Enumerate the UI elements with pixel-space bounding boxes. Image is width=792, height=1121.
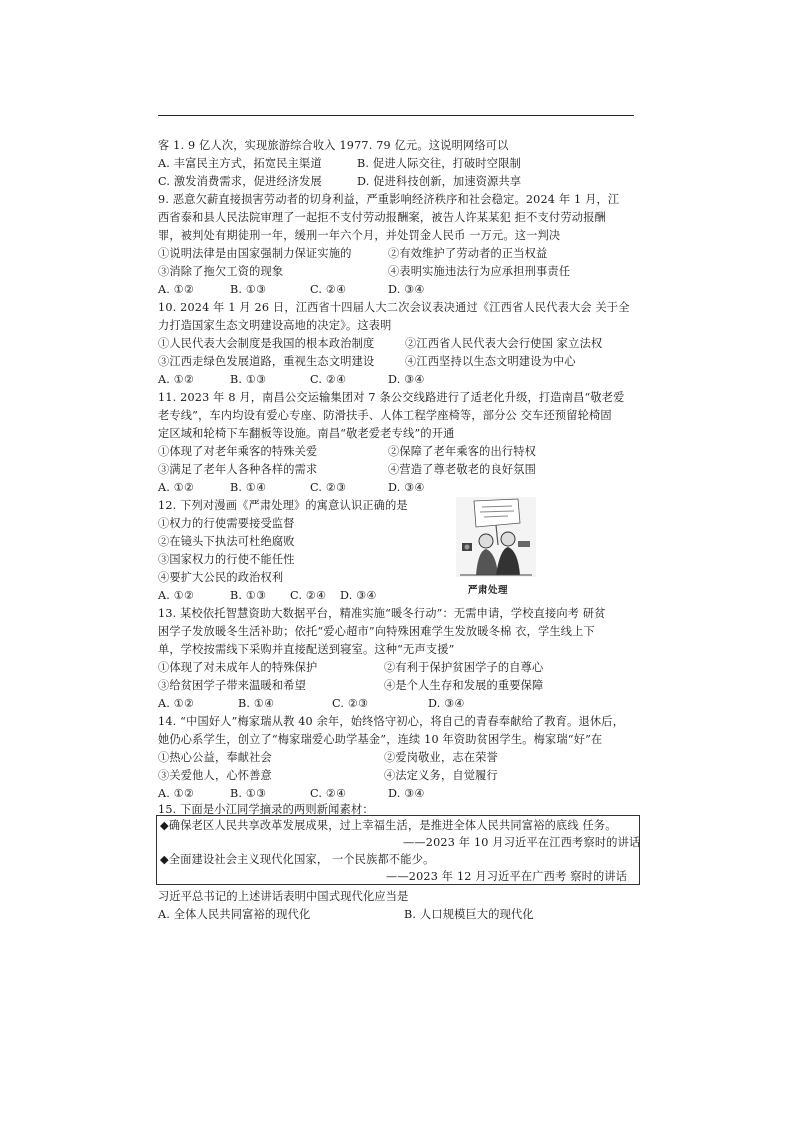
q9-stem-3: 罪，被判处有期徒刑一年，缓刑一年六个月，并处罚金人民币 一万元。这一判决 — [158, 229, 561, 242]
q12-statement-1: ①权力的行使需要接受监督 — [158, 517, 295, 530]
q11-option-a: A. ①② — [158, 481, 195, 494]
q15-stem: 15. 下面是小江同学摘录的两则新闻素材： — [158, 803, 374, 816]
q13-statement-1: ①体现了对未成年人的特殊保护 — [158, 661, 318, 674]
q14-option-b: B. ①③ — [230, 787, 267, 800]
q12-stem: 12. 下列对漫画《严肃处理》的寓意认识正确的是 — [158, 499, 408, 512]
microphone-icon — [518, 541, 530, 547]
q9-option-d: D. ③④ — [388, 283, 425, 296]
q10-stem-2: 力打造国家生态文明建设高地的决定》。这表明 — [158, 319, 392, 332]
q12-statement-3: ③国家权力的行使不能任性 — [158, 553, 295, 566]
q9-statement-3: ③消除了拖欠工资的现象 — [158, 265, 284, 278]
q12-option-d: D. ③④ — [340, 589, 377, 602]
q9-statement-4: ④表明实施违法行为应承担刑事责任 — [388, 265, 571, 278]
q8-option-d: D. 促进科技创新，加速资源共享 — [357, 175, 522, 188]
q9-option-b: B. ①③ — [230, 283, 267, 296]
q12-option-c: C. ②④ — [290, 589, 327, 602]
q9-statement-2: ②有效维护了劳动者的正当权益 — [388, 247, 548, 260]
q11-stem-3: 定区域和轮椅下车翻板等设施。南昌“敬老爱老专线”的开通 — [158, 427, 455, 440]
q8-option-a: A. 丰富民主方式，拓宽民主渠道 — [158, 157, 322, 170]
q12-statement-2: ②在镜头下执法可杜绝腐败 — [158, 535, 295, 548]
q11-option-b: B. ①④ — [230, 481, 267, 494]
q12-statement-4: ④要扩大公民的政治权利 — [158, 571, 284, 584]
q14-statement-3: ③关爱他人，心怀善意 — [158, 769, 272, 782]
q15-option-b: B. 人口规模巨大的现代化 — [404, 908, 534, 921]
q14-option-d: D. ③④ — [388, 787, 425, 800]
q9-option-c: C. ②④ — [310, 283, 347, 296]
news-quote-1: ◆确保老区人民共享改革发展成果，过上幸福生活，是推进全体人民共同富裕的底线 任务。 — [160, 819, 617, 832]
header-rule — [158, 115, 634, 116]
news-source-2: ——2023 年 12 月习近平在广西考 察时的讲话 — [386, 870, 628, 883]
q9-stem-1: 9. 恶意欠薪直接损害劳动者的切身利益，严重影响经济秩序和社会稳定。2024 年 1 月，江 — [158, 193, 620, 206]
q11-statement-2: ②保障了老年乘客的出行特权 — [388, 445, 537, 458]
q10-option-d: D. ③④ — [388, 373, 425, 386]
q10-stem-1: 10. 2024 年 1 月 26 日，江西省十四届人大二次会议表决通过《江西省人民代表大会 关于全 — [158, 301, 630, 314]
q11-stem-2: 老专线”，车内均设有爱心专座、防滑扶手、人体工程学座椅等，部分公 交车还预留轮椅固 — [158, 409, 612, 422]
q10-statement-3: ③江西走绿色发展道路，重视生态文明建设 — [158, 355, 375, 368]
q14-stem-2: 她仍心系学生，创立了“梅家瑞爱心助学基金”，连续 10 年资助贫困学生。梅家瑞“好”在 — [158, 733, 603, 746]
q12-option-b: B. ①③ — [230, 589, 267, 602]
q13-option-b: B. ①④ — [238, 697, 275, 710]
q14-statement-4: ④法定义务，自觉履行 — [384, 769, 498, 782]
q13-stem-1: 13. 某校依托智慧资助大数据平台，精准实施“暖冬行动”：无需申请，学校直接向考 研贫 — [158, 607, 606, 620]
q9-stem-2: 西省泰和县人民法院审理了一起拒不支付劳动报酬案，被告人许某某犯 拒不支付劳动报酬 — [158, 211, 606, 224]
comic-figure-head-left — [479, 534, 493, 548]
q8-stem: 客 1. 9 亿人次，实现旅游综合收入 1977. 79 亿元。这说明网络可以 — [158, 139, 509, 152]
q14-statement-1: ①热心公益，奉献社会 — [158, 751, 272, 764]
q13-statement-4: ④是个人生存和发展的重要保障 — [384, 679, 544, 692]
q9-statement-1: ①说明法律是由国家强制力保证实施的 — [158, 247, 352, 260]
q13-statement-2: ②有利于保护贫困学子的自尊心 — [384, 661, 544, 674]
q14-statement-2: ②爱岗敬业，志在荣誉 — [384, 751, 498, 764]
q11-option-c: C. ②③ — [310, 481, 347, 494]
q10-option-b: B. ①③ — [230, 373, 267, 386]
q14-stem-1: 14. “中国好人”梅家瑞从教 40 余年，始终恪守初心，将自己的青春奉献给了教育。退休后， — [158, 715, 625, 728]
comic-sign — [474, 499, 520, 527]
q13-option-c: C. ②③ — [332, 697, 369, 710]
q11-statement-3: ③满足了老年人各种各样的需求 — [158, 463, 318, 476]
q10-option-a: A. ①② — [158, 373, 195, 386]
comic-illustration — [456, 497, 536, 577]
q9-option-a: A. ①② — [158, 283, 195, 296]
q11-option-d: D. ③④ — [388, 481, 425, 494]
comic-figure-head-right — [501, 532, 515, 546]
q13-stem-3: 单，学校按需线下采购并直接配送到寝室。这种“无声支援” — [158, 643, 455, 656]
q15-question: 习近平总书记的上述讲话表明中国式现代化应当是 — [158, 890, 409, 903]
q11-statement-1: ①体现了对老年乘客的特殊关爱 — [158, 445, 318, 458]
q8-option-b: B. 促进人际交往，打破时空限制 — [357, 157, 521, 170]
q11-statement-4: ④营造了尊老敬老的良好氛围 — [388, 463, 537, 476]
q13-option-d: D. ③④ — [428, 697, 465, 710]
q15-option-a: A. 全体人民共同富裕的现代化 — [158, 908, 311, 921]
q13-stem-2: 困学子发放暖冬生活补助；依托“爱心超市”向特殊困难学生发放暖冬棉 衣，学生线上下 — [158, 625, 595, 638]
q8-option-c: C. 激发消费需求，促进经济发展 — [158, 175, 322, 188]
q10-statement-4: ④江西坚持以生态文明建设为中心 — [405, 355, 576, 368]
q10-option-c: C. ②④ — [310, 373, 347, 386]
q10-statement-1: ①人民代表大会制度是我国的根本政治制度 — [158, 337, 375, 350]
q14-option-a: A. ①② — [158, 787, 195, 800]
q10-statement-2: ②江西省人民代表大会行使国 家立法权 — [405, 337, 603, 350]
q13-option-a: A. ①② — [158, 697, 195, 710]
news-quote-2: ◆全面建设社会主义现代化国家， 一个民族都不能少。 — [160, 853, 435, 866]
comic-caption: 严肃处理 — [468, 585, 509, 596]
q13-statement-3: ③给贫困学子带来温暖和希望 — [158, 679, 307, 692]
q14-option-c: C. ②④ — [310, 787, 347, 800]
q11-stem-1: 11. 2023 年 8 月，南昌公交运输集团对 7 条公交线路进行了适老化升级，打造南昌“敬老爱 — [158, 391, 625, 404]
q12-option-a: A. ①② — [158, 589, 195, 602]
news-source-1: ——2023 年 10 月习近平在江西考察时的讲话 — [403, 836, 641, 849]
